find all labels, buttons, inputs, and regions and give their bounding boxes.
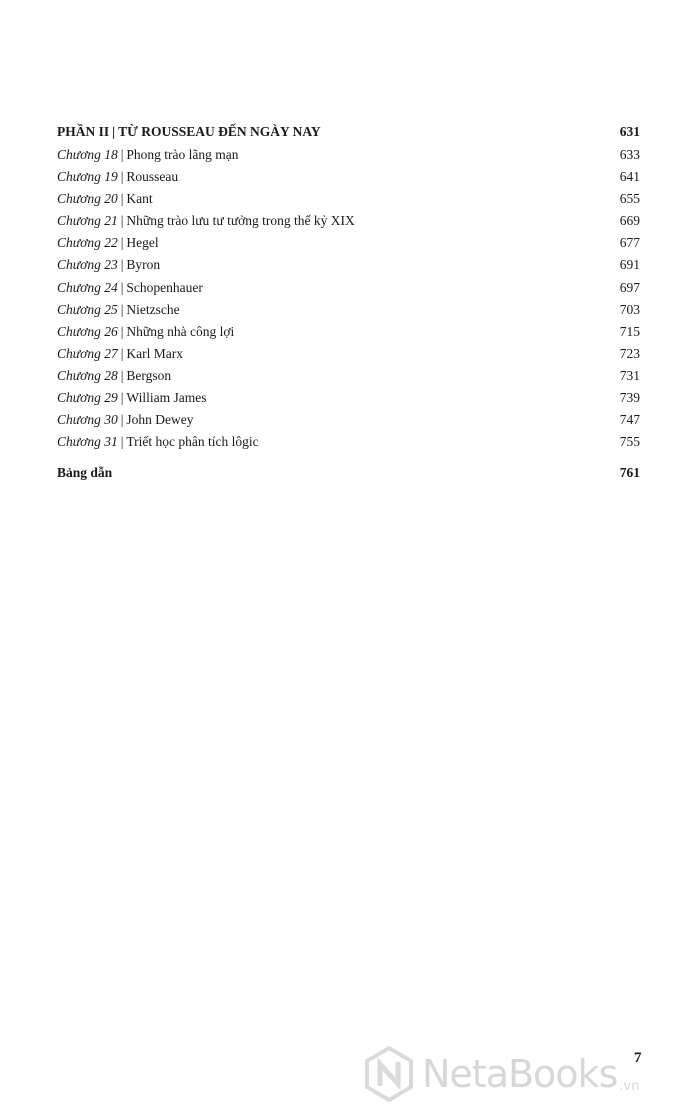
chapter-label [57, 188, 153, 210]
index-page: 761 [619, 465, 640, 481]
chapter-page: 731 [619, 367, 640, 383]
chapter-list [57, 144, 640, 453]
chapter-title: Những nhà công lợi [126, 323, 235, 339]
chapter-label [57, 365, 171, 387]
separator: | [120, 412, 124, 428]
separator: | [120, 191, 124, 207]
part-title: TỪ ROUSSEAU ĐẾN NGÀY NAY [118, 124, 321, 139]
chapter-label [57, 277, 203, 299]
chapter-title: Karl Marx [126, 345, 184, 361]
chapter-number: Chương 19 [57, 169, 118, 185]
chapter-number: Chương 20 [57, 191, 118, 207]
chapter-title: Byron [126, 257, 161, 273]
netabooks-logo-icon [364, 1046, 414, 1102]
watermark [364, 1046, 639, 1102]
chapter-row [57, 210, 640, 232]
chapter-label [57, 299, 180, 321]
chapter-number: Chương 24 [57, 279, 118, 295]
chapter-number: Chương 21 [57, 213, 118, 229]
watermark-brand: NetaBooks [422, 1052, 618, 1096]
part-heading [57, 121, 321, 143]
chapter-number: Chương 29 [57, 390, 118, 406]
index-row [57, 462, 640, 484]
separator: | [120, 390, 124, 406]
chapter-row [57, 365, 640, 387]
chapter-page: 669 [619, 213, 640, 229]
chapter-page: 703 [619, 301, 640, 317]
table-of-contents [57, 121, 640, 484]
chapter-page: 723 [619, 345, 640, 361]
chapter-number: Chương 22 [57, 235, 118, 251]
chapter-page: 739 [619, 390, 640, 406]
separator: | [120, 235, 124, 251]
chapter-title: William James [126, 390, 207, 406]
separator: | [120, 367, 124, 383]
separator: | [120, 323, 124, 339]
chapter-title: Kant [126, 191, 153, 207]
chapter-title: Nietzsche [126, 301, 180, 317]
chapter-number: Chương 27 [57, 345, 118, 361]
part-heading-row [57, 121, 640, 143]
chapter-row [57, 431, 640, 453]
chapter-number: Chương 30 [57, 412, 118, 428]
separator: | [112, 124, 116, 139]
separator: | [120, 301, 124, 317]
separator: | [120, 147, 124, 162]
chapter-number: Chương 18 [57, 147, 118, 162]
chapter-page: 641 [619, 169, 640, 185]
chapter-title: Schopenhauer [126, 279, 203, 295]
chapter-label [57, 210, 355, 232]
chapter-label [57, 321, 234, 343]
chapter-page: 677 [619, 235, 640, 251]
chapter-row [57, 409, 640, 431]
chapter-row [57, 144, 640, 166]
chapter-number: Chương 25 [57, 301, 118, 317]
page-number: 7 [634, 1050, 642, 1066]
watermark-suffix: .vn [619, 1079, 640, 1094]
index-label: Bảng dẫn [57, 465, 113, 481]
chapter-number: Chương 28 [57, 367, 118, 383]
part-page: 631 [619, 124, 640, 139]
chapter-title: John Dewey [126, 412, 194, 428]
chapter-label [57, 144, 239, 166]
chapter-page: 633 [619, 147, 640, 162]
chapter-title: Hegel [126, 235, 159, 251]
chapter-page: 655 [619, 191, 640, 207]
separator: | [120, 257, 124, 273]
chapter-title: Bergson [126, 367, 172, 383]
chapter-row [57, 277, 640, 299]
chapter-title: Rousseau [126, 169, 179, 185]
chapter-label [57, 387, 206, 409]
chapter-label [57, 166, 178, 188]
chapter-row [57, 321, 640, 343]
chapter-page: 747 [619, 412, 640, 428]
separator: | [120, 345, 124, 361]
chapter-label [57, 343, 183, 365]
chapter-label [57, 431, 259, 453]
part-label: PHẦN II [57, 124, 110, 139]
chapter-label [57, 409, 194, 431]
chapter-number: Chương 26 [57, 323, 118, 339]
chapter-row [57, 299, 640, 321]
separator: | [120, 213, 124, 229]
chapter-row [57, 166, 640, 188]
separator: | [120, 279, 124, 295]
chapter-title: Phong trào lãng mạn [126, 147, 239, 162]
chapter-row [57, 254, 640, 276]
chapter-label [57, 254, 160, 276]
chapter-page: 715 [619, 323, 640, 339]
chapter-title: Những trào lưu tư tưởng trong thế kỷ XIX [126, 213, 355, 229]
chapter-row [57, 387, 640, 409]
chapter-number: Chương 23 [57, 257, 118, 273]
separator: | [120, 434, 124, 450]
chapter-number: Chương 31 [57, 434, 118, 450]
chapter-row [57, 232, 640, 254]
chapter-title: Triết học phân tích lôgic [126, 434, 259, 450]
chapter-row [57, 188, 640, 210]
chapter-label [57, 232, 159, 254]
chapter-row [57, 343, 640, 365]
chapter-page: 691 [619, 257, 640, 273]
separator: | [120, 169, 124, 185]
chapter-page: 697 [619, 279, 640, 295]
chapter-page: 755 [619, 434, 640, 450]
